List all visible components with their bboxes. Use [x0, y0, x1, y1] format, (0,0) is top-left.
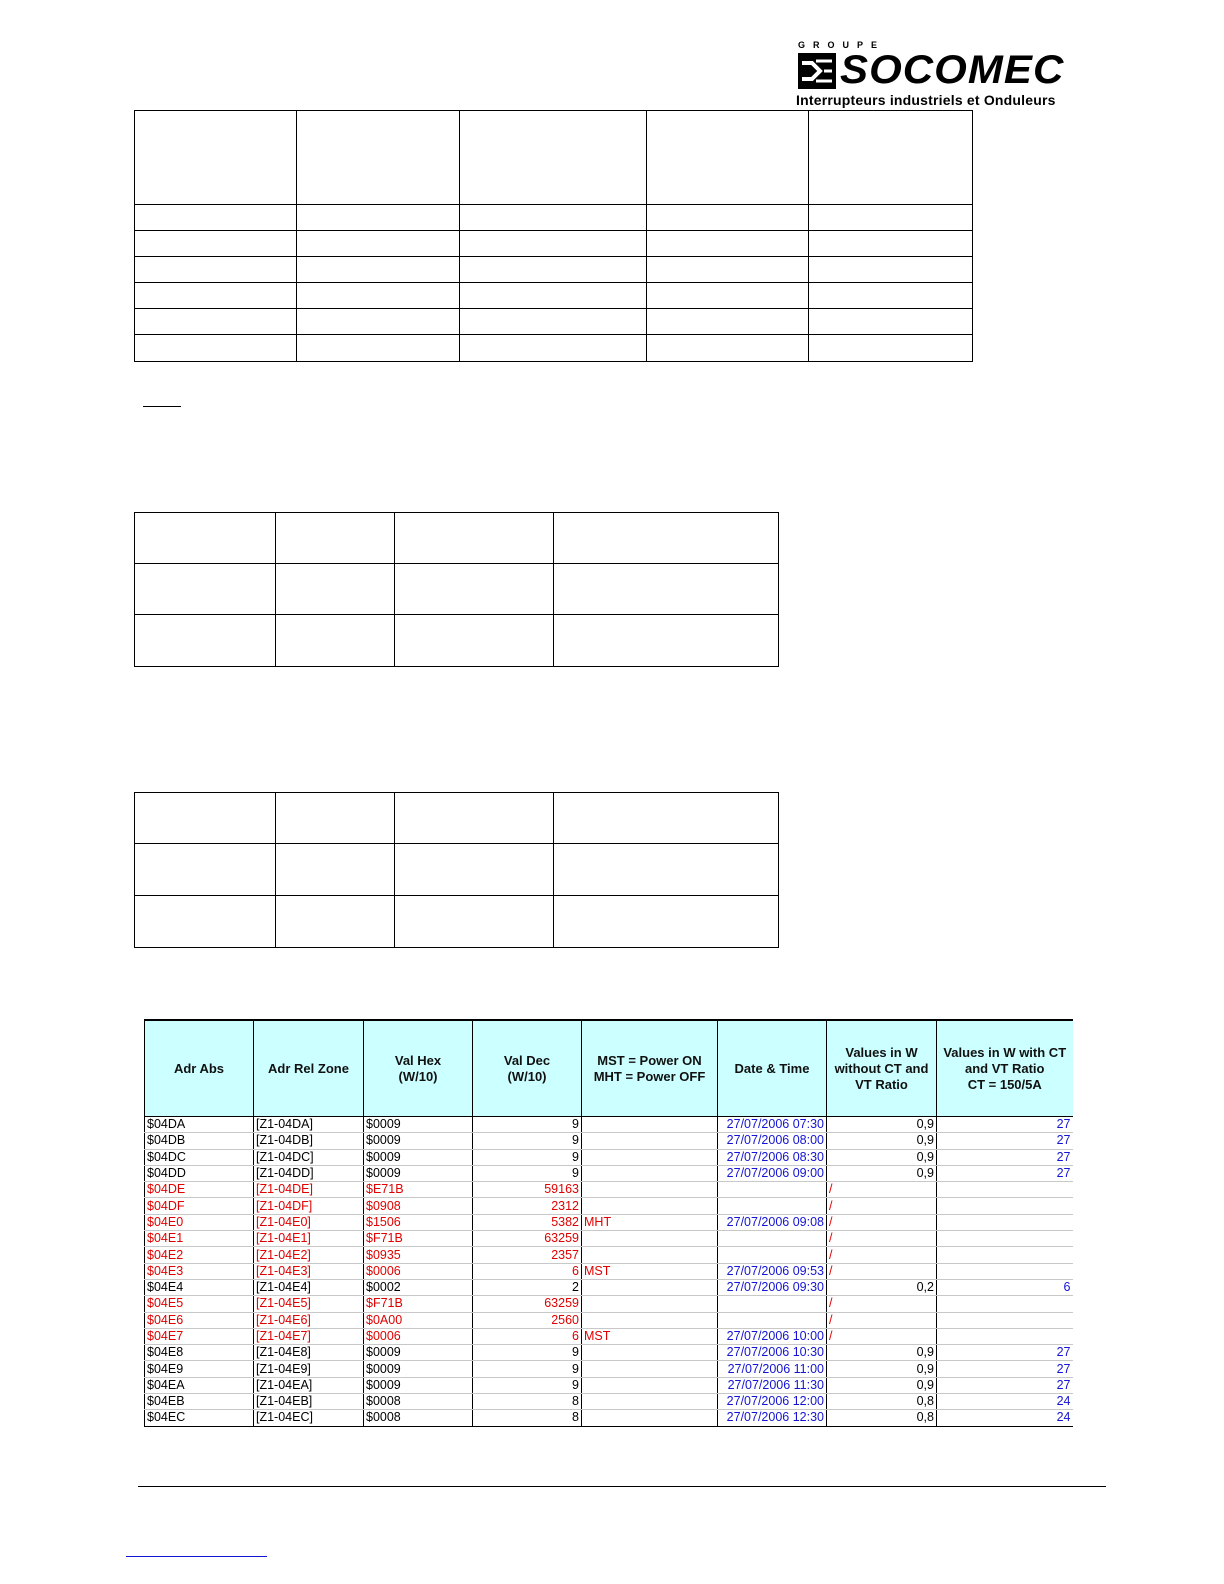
cell-val-hex: $0009 — [364, 1149, 473, 1165]
table-cell — [135, 111, 297, 205]
cell-adr-abs: $04E0 — [145, 1214, 254, 1230]
table-cell — [297, 283, 460, 309]
cell-val-dec: 63259 — [473, 1231, 582, 1247]
cell-power-state — [582, 1410, 718, 1426]
cell-date-time: 27/07/2006 08:30 — [718, 1149, 827, 1165]
table-cell — [135, 615, 276, 667]
cell-val-dec: 9 — [473, 1133, 582, 1149]
cell-date-time: 27/07/2006 09:00 — [718, 1165, 827, 1181]
cell-val-hex: $0009 — [364, 1117, 473, 1133]
cell-adr-rel-zone: [Z1-04E8] — [254, 1345, 364, 1361]
cell-values-w-ct — [937, 1182, 1073, 1198]
table-cell — [554, 793, 779, 844]
cell-adr-rel-zone: [Z1-04EB] — [254, 1394, 364, 1410]
cell-date-time: 27/07/2006 11:00 — [718, 1361, 827, 1377]
cell-adr-abs: $04DF — [145, 1198, 254, 1214]
socomec-logo — [796, 40, 1116, 110]
cell-values-w: 0,9 — [827, 1149, 937, 1165]
cell-adr-rel-zone: [Z1-04EC] — [254, 1410, 364, 1426]
table-row — [145, 1149, 1073, 1165]
cell-val-hex: $F71B — [364, 1296, 473, 1312]
cell-val-hex: $0008 — [364, 1394, 473, 1410]
cell-val-dec: 2357 — [473, 1247, 582, 1263]
cell-power-state — [582, 1133, 718, 1149]
cell-values-w: / — [827, 1328, 937, 1344]
table-cell — [460, 309, 647, 335]
table-cell — [276, 844, 395, 896]
cell-date-time: 27/07/2006 09:53 — [718, 1263, 827, 1279]
table-cell — [554, 564, 779, 615]
cell-val-hex: $0002 — [364, 1279, 473, 1295]
cell-values-w-ct: 6 — [937, 1279, 1073, 1295]
table-cell — [276, 896, 395, 948]
cell-date-time: 27/07/2006 12:00 — [718, 1394, 827, 1410]
cell-date-time — [718, 1296, 827, 1312]
cell-date-time: 27/07/2006 08:00 — [718, 1133, 827, 1149]
table-cell — [460, 111, 647, 205]
register-table — [144, 1019, 1073, 1427]
table-cell — [647, 257, 809, 283]
cell-val-hex: $0908 — [364, 1198, 473, 1214]
table-cell — [809, 205, 973, 231]
cell-power-state — [582, 1377, 718, 1393]
cell-val-hex: $0009 — [364, 1165, 473, 1181]
table-cell — [554, 896, 779, 948]
column-header-adr-rel-zone: Adr Rel Zone — [254, 1020, 364, 1117]
cell-power-state: MST — [582, 1263, 718, 1279]
table-cell — [135, 844, 276, 896]
cell-values-w: / — [827, 1247, 937, 1263]
column-header-val-hex: Val Hex (W/10) — [364, 1020, 473, 1117]
cell-adr-rel-zone: [Z1-04E4] — [254, 1279, 364, 1295]
table-cell — [809, 335, 973, 362]
table-row — [145, 1214, 1073, 1230]
cell-adr-abs: $04E6 — [145, 1312, 254, 1328]
table-cell — [460, 205, 647, 231]
cell-adr-abs: $04E4 — [145, 1279, 254, 1295]
table-row — [145, 1377, 1073, 1393]
cell-values-w: 0,9 — [827, 1165, 937, 1181]
table-row — [145, 1312, 1073, 1328]
table-row — [145, 1165, 1073, 1181]
cell-val-hex: $0006 — [364, 1328, 473, 1344]
cell-values-w-ct: 24 — [937, 1394, 1073, 1410]
cell-val-hex: $0008 — [364, 1410, 473, 1426]
cell-date-time: 27/07/2006 10:00 — [718, 1328, 827, 1344]
cell-adr-rel-zone: [Z1-04DA] — [254, 1117, 364, 1133]
cell-adr-rel-zone: [Z1-04E2] — [254, 1247, 364, 1263]
cell-adr-abs: $04E5 — [145, 1296, 254, 1312]
table-cell — [135, 309, 297, 335]
cell-date-time: 27/07/2006 09:30 — [718, 1279, 827, 1295]
cell-adr-abs: $04EB — [145, 1394, 254, 1410]
cell-adr-rel-zone: [Z1-04E9] — [254, 1361, 364, 1377]
column-header-val-dec: Val Dec (W/10) — [473, 1020, 582, 1117]
table-cell — [809, 309, 973, 335]
cell-values-w: 0,9 — [827, 1345, 937, 1361]
cell-adr-abs: $04DA — [145, 1117, 254, 1133]
cell-date-time: 27/07/2006 11:30 — [718, 1377, 827, 1393]
table-header-row — [145, 1020, 1073, 1117]
table-cell — [460, 335, 647, 362]
cell-values-w: 0,8 — [827, 1394, 937, 1410]
table-cell — [554, 844, 779, 896]
cell-power-state — [582, 1345, 718, 1361]
table-cell — [460, 283, 647, 309]
cell-values-w-ct — [937, 1198, 1073, 1214]
table-cell — [297, 111, 460, 205]
cell-power-state — [582, 1279, 718, 1295]
cell-values-w-ct — [937, 1263, 1073, 1279]
cell-date-time — [718, 1231, 827, 1247]
cell-values-w: 0,9 — [827, 1117, 937, 1133]
cell-val-dec: 9 — [473, 1165, 582, 1181]
table-cell — [395, 513, 554, 564]
table-cell — [647, 283, 809, 309]
table-row — [145, 1198, 1073, 1214]
cell-val-dec: 6 — [473, 1328, 582, 1344]
cell-val-dec: 8 — [473, 1394, 582, 1410]
cell-val-dec: 9 — [473, 1345, 582, 1361]
logo-brand-text: SOCOMEC — [840, 48, 1065, 92]
table-row — [145, 1182, 1073, 1198]
cell-date-time: 27/07/2006 07:30 — [718, 1117, 827, 1133]
table-cell — [395, 564, 554, 615]
table-cell — [135, 513, 276, 564]
table-cell — [276, 615, 395, 667]
cell-adr-rel-zone: [Z1-04DE] — [254, 1182, 364, 1198]
cell-date-time — [718, 1312, 827, 1328]
cell-values-w: 0,9 — [827, 1133, 937, 1149]
register-table-body — [145, 1117, 1073, 1427]
cell-power-state — [582, 1149, 718, 1165]
table-cell — [554, 615, 779, 667]
cell-values-w-ct: 27 — [937, 1117, 1073, 1133]
table-cell — [395, 896, 554, 948]
cell-date-time — [718, 1182, 827, 1198]
cell-values-w-ct — [937, 1328, 1073, 1344]
table-cell — [135, 257, 297, 283]
cell-power-state — [582, 1165, 718, 1181]
cell-values-w: / — [827, 1231, 937, 1247]
cell-adr-rel-zone: [Z1-04E7] — [254, 1328, 364, 1344]
cell-val-dec: 59163 — [473, 1182, 582, 1198]
column-header-power-state: MST = Power ON MHT = Power OFF — [582, 1020, 718, 1117]
table-row — [145, 1361, 1073, 1377]
table-cell — [647, 231, 809, 257]
table-cell — [297, 257, 460, 283]
footer-link-underline — [126, 1556, 267, 1557]
table-cell — [395, 793, 554, 844]
cell-adr-rel-zone: [Z1-04E0] — [254, 1214, 364, 1230]
cell-values-w: 0,9 — [827, 1377, 937, 1393]
cell-val-hex: $F71B — [364, 1231, 473, 1247]
table-cell — [135, 896, 276, 948]
table-row — [145, 1296, 1073, 1312]
empty-table-middle-1 — [134, 512, 779, 667]
table-cell — [647, 205, 809, 231]
cell-val-dec: 9 — [473, 1361, 582, 1377]
cell-power-state — [582, 1247, 718, 1263]
cell-date-time: 27/07/2006 09:08 — [718, 1214, 827, 1230]
table-row — [145, 1263, 1073, 1279]
cell-date-time — [718, 1198, 827, 1214]
table-cell — [135, 564, 276, 615]
cell-val-hex: $0009 — [364, 1345, 473, 1361]
cell-date-time — [718, 1247, 827, 1263]
table-cell — [809, 283, 973, 309]
table-cell — [460, 257, 647, 283]
cell-adr-rel-zone: [Z1-04E6] — [254, 1312, 364, 1328]
cell-power-state: MST — [582, 1328, 718, 1344]
cell-val-dec: 9 — [473, 1377, 582, 1393]
cell-values-w: / — [827, 1198, 937, 1214]
socomec-emblem-icon — [798, 53, 836, 89]
cell-val-dec: 9 — [473, 1149, 582, 1165]
cell-power-state — [582, 1361, 718, 1377]
cell-val-hex: $E71B — [364, 1182, 473, 1198]
table-cell — [297, 309, 460, 335]
cell-values-w: / — [827, 1182, 937, 1198]
cell-date-time: 27/07/2006 12:30 — [718, 1410, 827, 1426]
cell-adr-abs: $04E8 — [145, 1345, 254, 1361]
table-row — [145, 1410, 1073, 1426]
cell-val-dec: 63259 — [473, 1296, 582, 1312]
cell-adr-rel-zone: [Z1-04E1] — [254, 1231, 364, 1247]
table-row — [145, 1247, 1073, 1263]
table-cell — [809, 257, 973, 283]
cell-val-dec: 2560 — [473, 1312, 582, 1328]
register-data-sheet — [144, 1019, 1072, 1427]
cell-adr-abs: $04E2 — [145, 1247, 254, 1263]
cell-date-time: 27/07/2006 10:30 — [718, 1345, 827, 1361]
note-underline — [143, 406, 181, 407]
table-row — [145, 1394, 1073, 1410]
table-cell — [297, 231, 460, 257]
logo-groupe-text: GROUPE — [798, 40, 886, 50]
table-cell — [135, 335, 297, 362]
table-cell — [135, 231, 297, 257]
table-cell — [276, 513, 395, 564]
cell-adr-abs: $04EA — [145, 1377, 254, 1393]
table-row — [145, 1231, 1073, 1247]
logo-tagline: Interrupteurs industriels et Onduleurs — [796, 92, 1056, 108]
cell-val-hex: $0009 — [364, 1133, 473, 1149]
cell-val-hex: $0009 — [364, 1377, 473, 1393]
table-cell — [395, 615, 554, 667]
cell-val-hex: $0006 — [364, 1263, 473, 1279]
table-row — [145, 1117, 1073, 1133]
table-cell — [809, 231, 973, 257]
cell-values-w-ct: 27 — [937, 1361, 1073, 1377]
cell-val-dec: 5382 — [473, 1214, 582, 1230]
table-cell — [297, 205, 460, 231]
cell-values-w-ct — [937, 1231, 1073, 1247]
cell-power-state — [582, 1296, 718, 1312]
cell-values-w-ct: 27 — [937, 1165, 1073, 1181]
table-row — [145, 1133, 1073, 1149]
column-header-values-w-ct: Values in W with CT and VT Ratio CT = 150/5A — [937, 1020, 1073, 1117]
table-cell — [135, 793, 276, 844]
cell-adr-rel-zone: [Z1-04EA] — [254, 1377, 364, 1393]
table-cell — [460, 231, 647, 257]
table-row — [145, 1328, 1073, 1344]
cell-values-w-ct — [937, 1296, 1073, 1312]
cell-adr-rel-zone: [Z1-04DD] — [254, 1165, 364, 1181]
cell-val-hex: $0009 — [364, 1361, 473, 1377]
cell-val-dec: 2 — [473, 1279, 582, 1295]
column-header-values-w: Values in W without CT and VT Ratio — [827, 1020, 937, 1117]
cell-val-dec: 9 — [473, 1117, 582, 1133]
cell-adr-abs: $04DB — [145, 1133, 254, 1149]
table-cell — [554, 513, 779, 564]
cell-power-state — [582, 1117, 718, 1133]
cell-values-w-ct: 27 — [937, 1133, 1073, 1149]
cell-adr-abs: $04E1 — [145, 1231, 254, 1247]
cell-val-hex: $1506 — [364, 1214, 473, 1230]
cell-power-state: MHT — [582, 1214, 718, 1230]
cell-val-dec: 8 — [473, 1410, 582, 1426]
cell-adr-abs: $04DE — [145, 1182, 254, 1198]
cell-values-w-ct — [937, 1247, 1073, 1263]
cell-power-state — [582, 1198, 718, 1214]
cell-power-state — [582, 1312, 718, 1328]
column-header-date-time: Date & Time — [718, 1020, 827, 1117]
table-cell — [395, 844, 554, 896]
table-cell — [276, 793, 395, 844]
table-cell — [809, 111, 973, 205]
cell-power-state — [582, 1394, 718, 1410]
cell-values-w: 0,8 — [827, 1410, 937, 1426]
cell-val-hex: $0A00 — [364, 1312, 473, 1328]
cell-values-w-ct: 27 — [937, 1377, 1073, 1393]
cell-adr-abs: $04DD — [145, 1165, 254, 1181]
cell-adr-rel-zone: [Z1-04E3] — [254, 1263, 364, 1279]
table-cell — [647, 309, 809, 335]
cell-adr-rel-zone: [Z1-04DC] — [254, 1149, 364, 1165]
cell-adr-abs: $04E3 — [145, 1263, 254, 1279]
cell-val-dec: 6 — [473, 1263, 582, 1279]
cell-values-w: 0,9 — [827, 1361, 937, 1377]
table-cell — [135, 205, 297, 231]
column-header-adr-abs: Adr Abs — [145, 1020, 254, 1117]
cell-values-w: / — [827, 1263, 937, 1279]
footer-divider — [138, 1486, 1106, 1487]
cell-values-w: 0,2 — [827, 1279, 937, 1295]
table-row — [145, 1279, 1073, 1295]
cell-power-state — [582, 1231, 718, 1247]
cell-values-w-ct: 27 — [937, 1345, 1073, 1361]
cell-adr-rel-zone: [Z1-04DB] — [254, 1133, 364, 1149]
table-row — [145, 1345, 1073, 1361]
table-cell — [297, 335, 460, 362]
table-cell — [276, 564, 395, 615]
cell-values-w-ct: 27 — [937, 1149, 1073, 1165]
cell-power-state — [582, 1182, 718, 1198]
cell-adr-abs: $04DC — [145, 1149, 254, 1165]
cell-val-hex: $0935 — [364, 1247, 473, 1263]
cell-values-w-ct: 24 — [937, 1410, 1073, 1426]
cell-values-w-ct — [937, 1312, 1073, 1328]
empty-table-middle-2 — [134, 792, 779, 948]
cell-values-w: / — [827, 1214, 937, 1230]
empty-table-top — [134, 110, 973, 362]
cell-adr-abs: $04EC — [145, 1410, 254, 1426]
cell-values-w: / — [827, 1312, 937, 1328]
table-cell — [135, 283, 297, 309]
table-cell — [647, 335, 809, 362]
cell-adr-rel-zone: [Z1-04DF] — [254, 1198, 364, 1214]
cell-values-w-ct — [937, 1214, 1073, 1230]
cell-values-w: / — [827, 1296, 937, 1312]
cell-adr-rel-zone: [Z1-04E5] — [254, 1296, 364, 1312]
cell-val-dec: 2312 — [473, 1198, 582, 1214]
table-cell — [647, 111, 809, 205]
cell-adr-abs: $04E9 — [145, 1361, 254, 1377]
cell-adr-abs: $04E7 — [145, 1328, 254, 1344]
